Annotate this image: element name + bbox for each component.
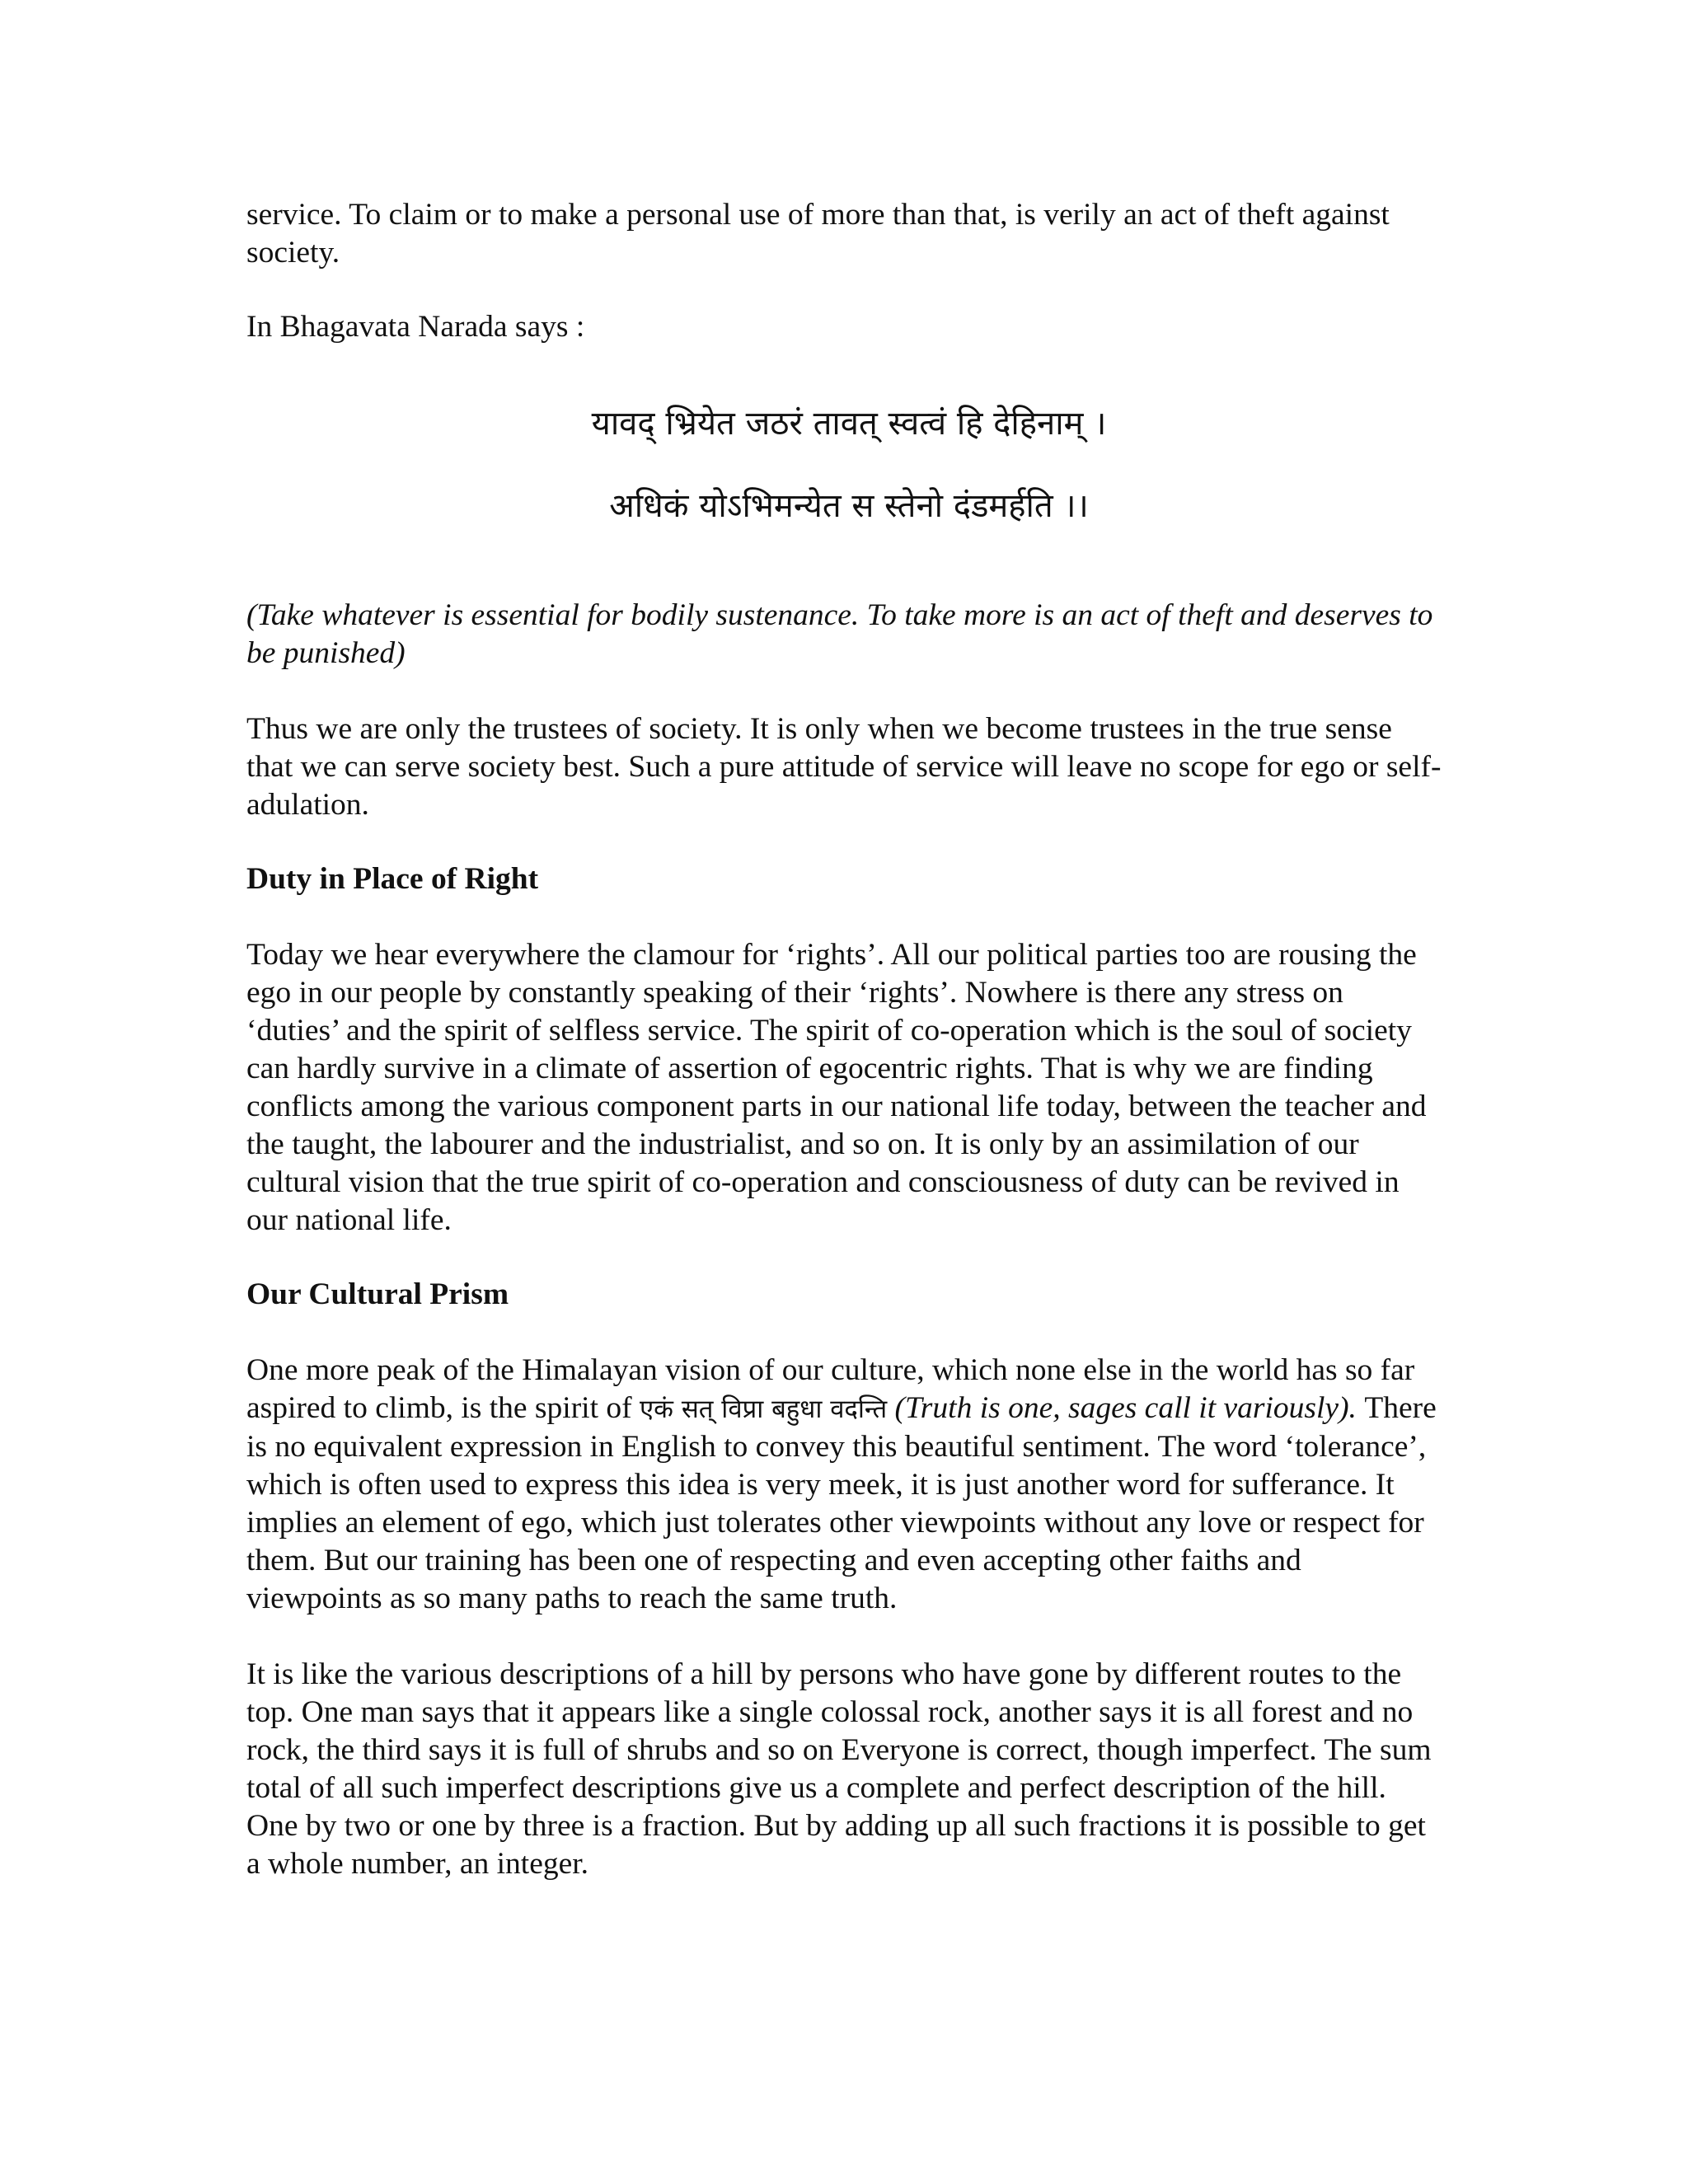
heading-duty-in-place-of-right: Duty in Place of Right xyxy=(246,862,539,896)
paragraph-service-theft: service. To claim or to make a personal use of more than that, is verily an act of theft against society. xyxy=(246,198,1390,269)
sanskrit-verse xyxy=(246,382,1443,547)
paragraph-rights-duties: Today we hear everywhere the clamour for ‘rights’. All our political parties too are rousing the ego in our people by constantly speaking of their ‘rights’. Nowhere is there any stress on ‘duties’ and the spirit of selfless service. The spirit of co-operation which is the soul of society can hardly survive in a climate of assertion of egocentric rights. That is why we are finding conflicts among the various component parts in our national life today, between the teacher and the taught, the labourer and the industrialist, and so on. It is only by an assimilation of our cultural vision that the true spirit of co-operation and consciousness of duty can be revived in our national life. xyxy=(246,938,1427,1237)
verse-line-2: अधिकं योऽभिमन्येत स स्तेनो दंडमर्हति ।। xyxy=(609,487,1089,525)
heading-our-cultural-prism: Our Cultural Prism xyxy=(246,1277,509,1311)
sanskrit-phrase: एकं सत् विप्रा बहुधा वदन्ति xyxy=(640,1394,888,1424)
paragraph-trustees: Thus we are only the trustees of society. It is only when we become trustees in the true sense that we can serve society best. Such a pure attitude of service will leave no scope for ego or self-adulation. xyxy=(246,712,1442,822)
phrase-gloss: (Truth is one, sages call it variously). xyxy=(887,1391,1357,1425)
text-column xyxy=(246,196,1443,1883)
paragraph-hill-analogy: It is like the various descriptions of a hill by persons who have gone by different routes to the top. One man says that it appears like a single colossal rock, another says it is all forest and no rock, the third says it is full of shrubs and so on Everyone is correct, though imperfect. The sum total of all such imperfect descriptions give us a complete and perfect description of the hill. One by two or one by three is a fraction. But by adding up all such fractions it is possible to get a whole number, an integer. xyxy=(246,1657,1432,1881)
paragraph-cultural-prism xyxy=(246,1352,1443,1618)
verse-line-1: यावद् भ्रियेत जठरं तावत् स्वत्वं हि देहिनाम् । xyxy=(591,405,1107,443)
paragraph-lead-text: One more peak of the Himalayan vision of our culture, which none else in the world has so far aspired to climb, is the spirit of xyxy=(246,1353,1415,1425)
paragraph-narada-intro: In Bhagavata Narada says : xyxy=(246,310,585,344)
paragraph-rest-text: There is no equivalent expression in English to convey this beautiful sentiment. The word ‘tolerance’, which is often used to express this idea is very meek, it is just another word for sufferance. It implies an element of ego, which just tolerates other viewpoints without any love or respect for them. But our training has been one of respecting and even accepting other faiths and viewpoints as so many paths to reach the same truth. xyxy=(246,1391,1437,1615)
verse-translation: (Take whatever is essential for bodily sustenance. To take more is an act of theft and deserves to be punished) xyxy=(246,598,1433,670)
